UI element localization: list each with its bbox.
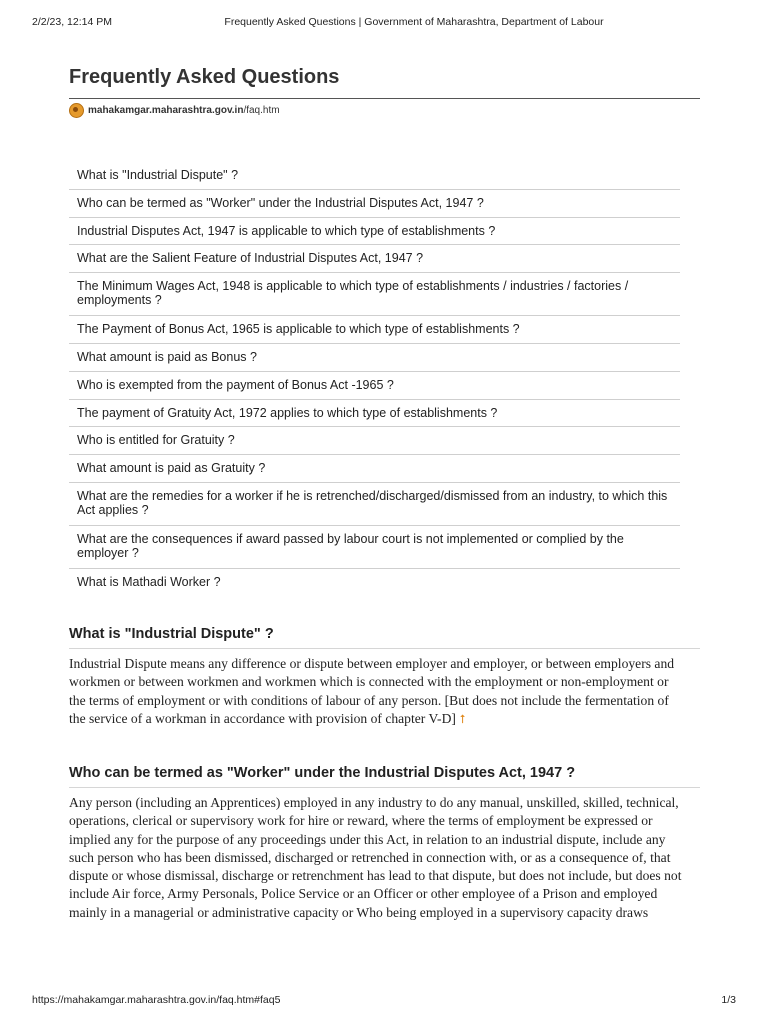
faq-question-link[interactable]: What are the remedies for a worker if he is retrenched/discharged/dismissed from an industry, to which this Act applies ? — [69, 483, 680, 526]
answer-text — [69, 655, 684, 728]
faq-question-link[interactable]: Who can be termed as "Worker" under the Industrial Disputes Act, 1947 ? — [69, 190, 680, 218]
globe-icon — [69, 103, 84, 118]
page-indicator: 1/3 — [721, 994, 736, 1006]
print-datetime: 2/2/23, 12:14 PM — [32, 16, 112, 28]
print-document-title: Frequently Asked Questions | Government of Maharashtra, Department of Labour — [224, 16, 604, 28]
faq-question-link[interactable]: The payment of Gratuity Act, 1972 applies to which type of establishments ? — [69, 400, 680, 428]
faq-question-link[interactable]: What are the consequences if award passed by labour court is not implemented or complied by the employer ? — [69, 526, 680, 569]
faq-question-link[interactable]: Who is exempted from the payment of Bonus Act -1965 ? — [69, 372, 680, 400]
answer-heading: Who can be termed as "Worker" under the Industrial Disputes Act, 1947 ? — [69, 765, 700, 788]
faq-question-link[interactable]: What amount is paid as Bonus ? — [69, 344, 680, 372]
answer-heading: What is "Industrial Dispute" ? — [69, 626, 700, 649]
page-title: Frequently Asked Questions — [69, 66, 340, 88]
faq-question-link[interactable]: The Minimum Wages Act, 1948 is applicable to which type of establishments / industries / factories / employments ? — [69, 273, 680, 316]
source-domain[interactable]: mahakamgar.maharashtra.gov.in — [88, 105, 244, 116]
source-path[interactable]: /faq.htm — [243, 105, 280, 116]
faq-question-link[interactable]: Who is entitled for Gratuity ? — [69, 427, 680, 455]
title-divider — [69, 98, 700, 99]
faq-question-link[interactable]: What amount is paid as Gratuity ? — [69, 455, 680, 483]
back-to-top-icon[interactable]: ⭡ — [459, 711, 466, 726]
faq-question-list — [69, 162, 680, 596]
print-url: https://mahakamgar.maharashtra.gov.in/faq.htm#faq5 — [32, 994, 281, 1006]
faq-question-link[interactable]: What is Mathadi Worker ? — [77, 574, 221, 589]
source-link[interactable] — [69, 103, 280, 118]
faq-question-link[interactable]: The Payment of Bonus Act, 1965 is applicable to which type of establishments ? — [69, 316, 680, 344]
answer-text: Any person (including an Apprentices) employed in any industry to do any manual, unskilled, skilled, technical, operations, clerical or supervisory work for hire or reward, where the terms of employment be expressed or implied any for the purpose of any proceedings under this Act, in relation to an industrial dispute, include any such person who has been dismissed, discharged or retrenched in connection with, or as a consequence of, that dispute or whose dismissal, discharge or retrenchment has lead to that dispute, but does not include, but does not include Air force, Army Personals, Police Service or an Officer or other employee of a Prison and employed mainly in a managerial or administrative capacity or Who being employed in a supervisory capacity draws — [69, 795, 682, 920]
faq-question-link[interactable]: What are the Salient Feature of Industrial Disputes Act, 1947 ? — [69, 245, 680, 273]
faq-question-link[interactable]: What is "Industrial Dispute" ? — [69, 162, 680, 190]
faq-question-link[interactable]: Industrial Disputes Act, 1947 is applicable to which type of establishments ? — [69, 218, 680, 246]
answer-body: Industrial Dispute means any difference or dispute between employer and employer, or between employers and workmen or between workmen and workmen which is connected with the employment or non-employment or the terms of employment or with conditions of labour of any person. [But does not include the fermentation of the service of a workman in accordance with provision of chapter V-D] — [69, 656, 675, 726]
